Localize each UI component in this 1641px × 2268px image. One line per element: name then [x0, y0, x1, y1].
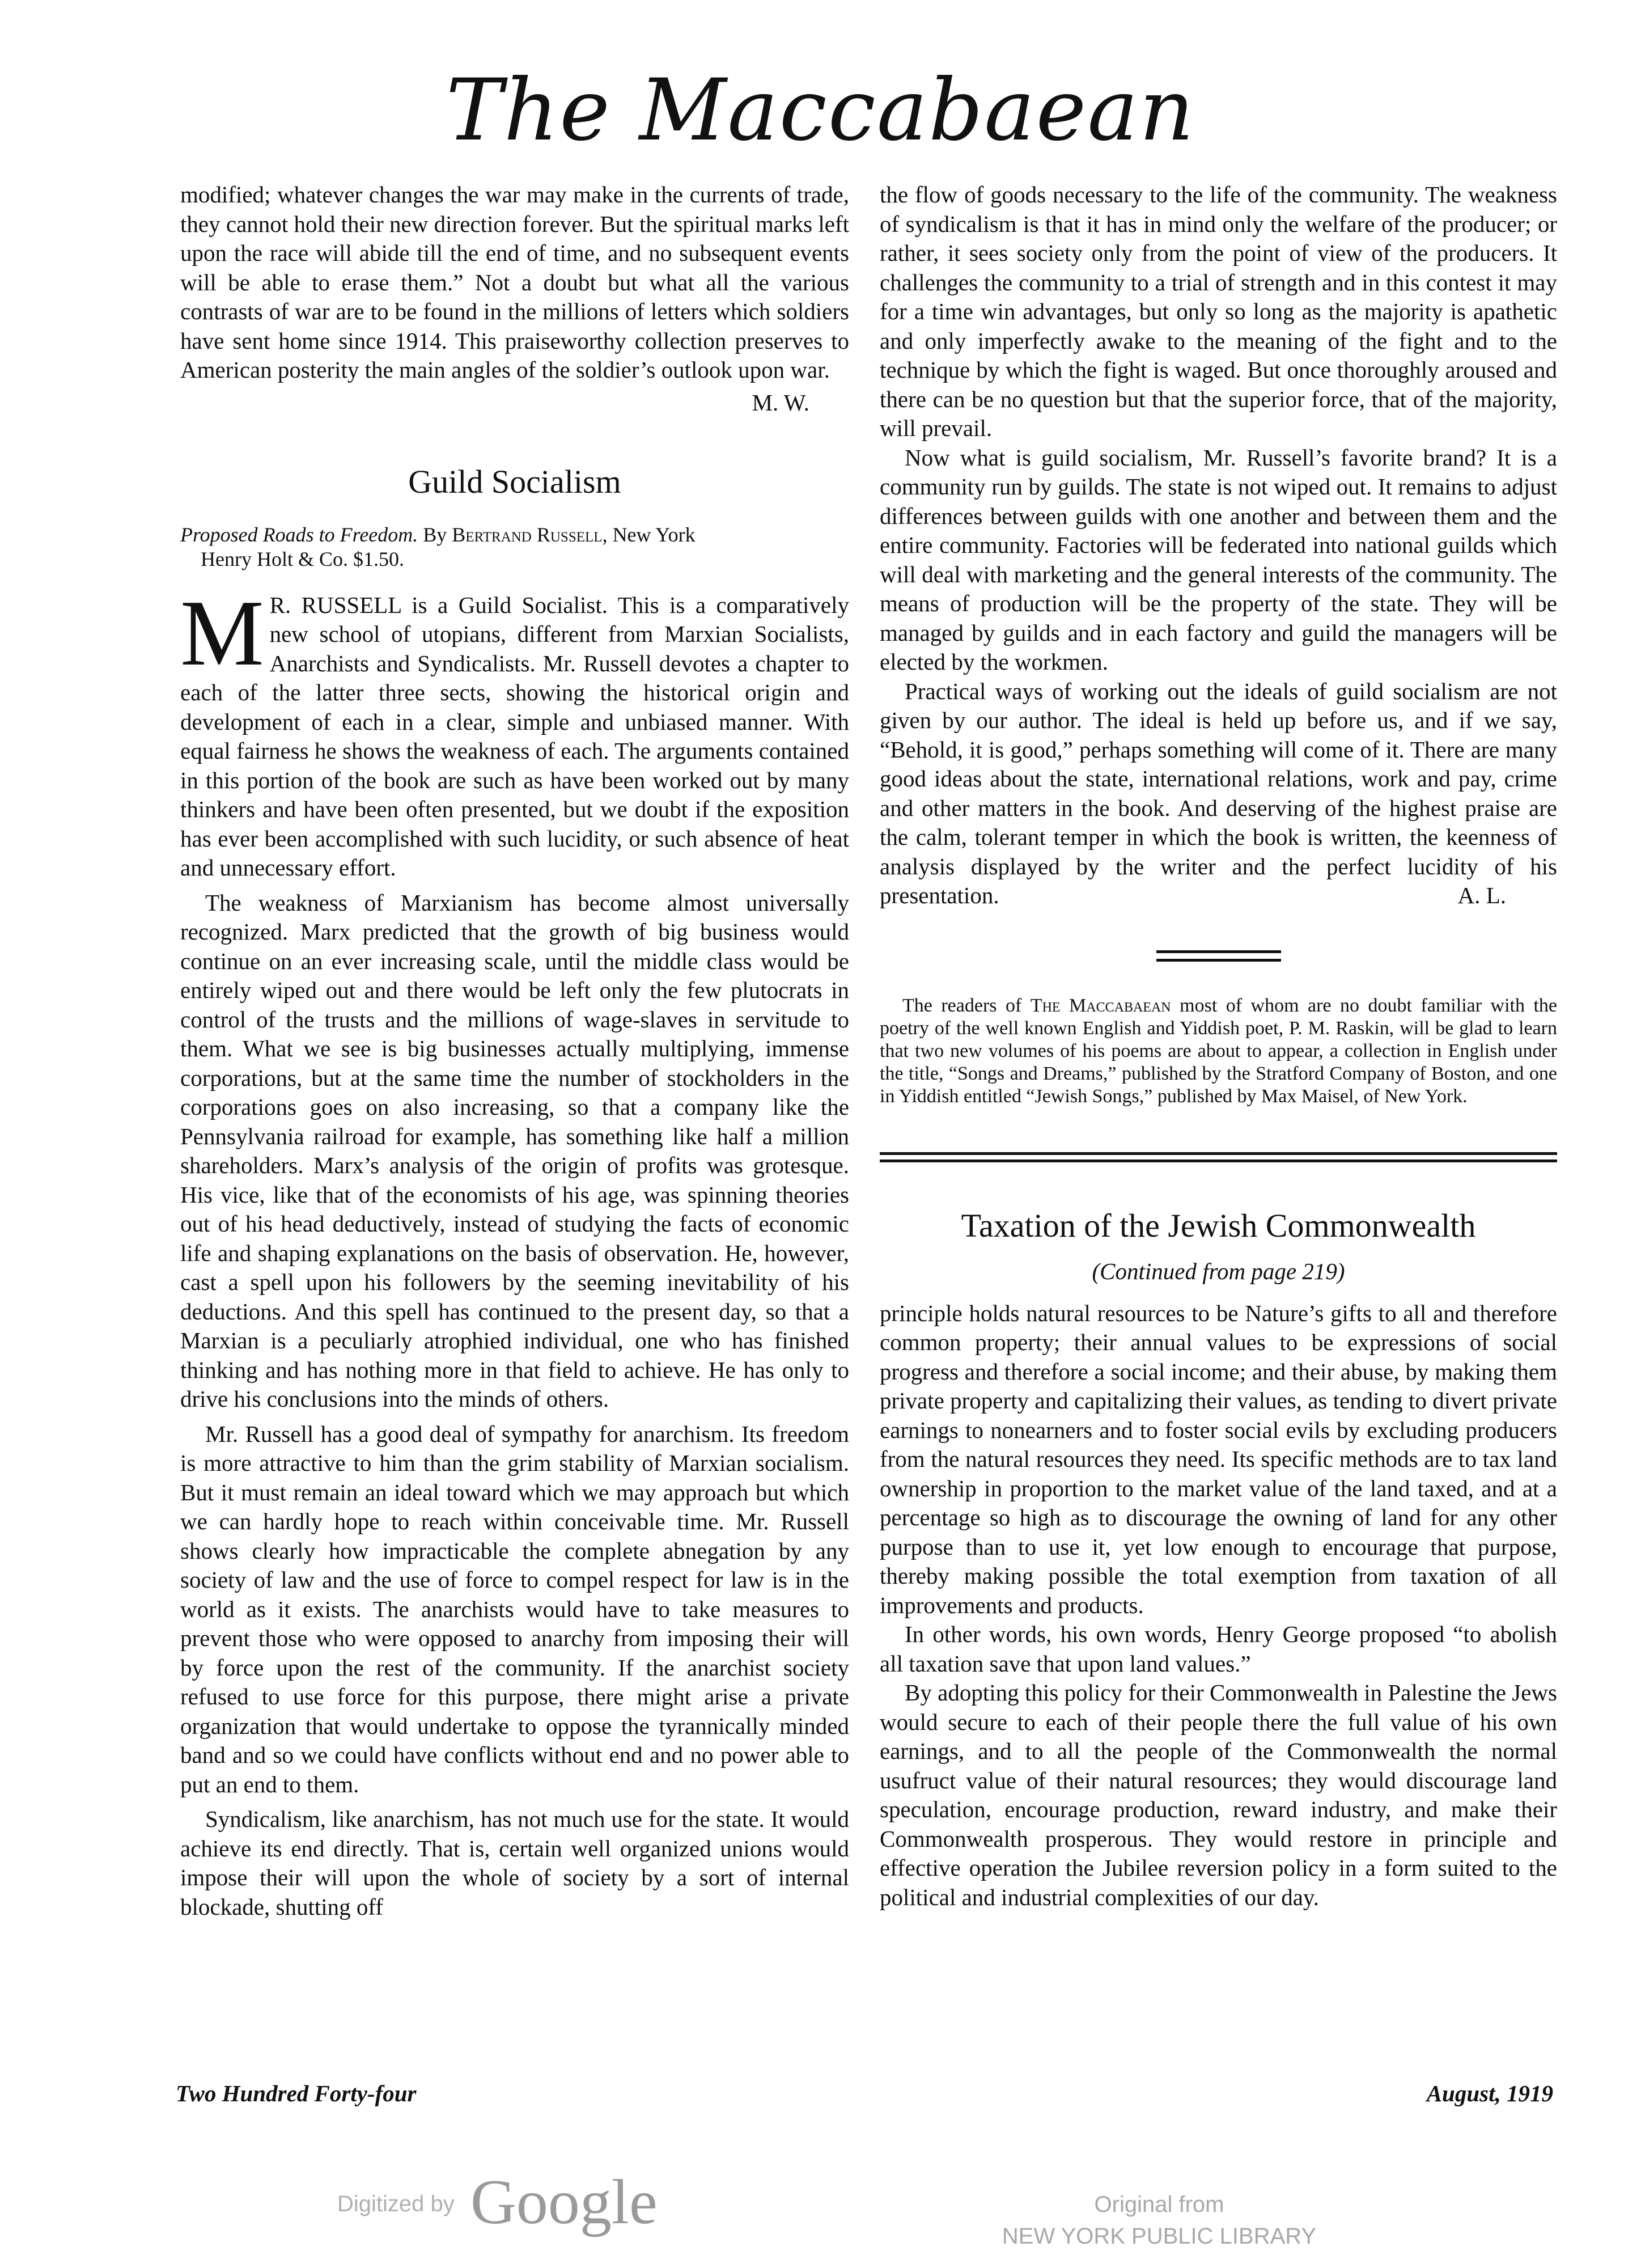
section-rule	[880, 1152, 1557, 1162]
notice-magazine-name: The Maccabaean	[1030, 995, 1171, 1016]
raskin-notice: The readers of The Maccabaean most of whom are no doubt familiar with the poetry of the well known English and Yiddish poet, P. M. Raskin, will be glad to learn that two new volumes of his poems are about to appear, a collection in English under the title, “Songs and Dreams,” published by the Stratford Company of Boston, and one in Yiddish entitled “Jewish Songs,” published by Max Maisel, of New York.	[880, 995, 1558, 1107]
taxation-para-1: principle holds natural resources to be Nature’s gifts to all and therefore common property; their annual values to be expressions of social progress and therefore a social income; and their abuse, by making them private property and capitalizing their values, as tending to divert private earnings to nonearners and to foster social evils by excluding producers from the natural resources they need. Its specific methods are to tax land ownership in proportion to the market value of the land taxed, and at a percentage so high as to discourage the owning of land for any other purpose than to use it, yet low enough to encourage that purpose, thereby making possible the total exemption from taxation of all improvements and products.	[880, 1300, 1557, 1618]
signature-al: A. L.	[1457, 882, 1506, 908]
guild-para-7: Practical ways of working out the ideals of guild socialism are not given by our author. The ideal is held up before us, and if we say, “Behold, it is good,” perhaps something will come of it. There are many good ideas about the state, international relations, work and pay, crime and other matters in the book. And deserving of the highest praise are the calm, tolerant temper in which the book is written, the keenness of analysis displayed by the writer and the perfect lucidity of his presentation. A. L.	[880, 677, 1557, 911]
drop-cap: M	[180, 580, 264, 685]
heading-taxation: Taxation of the Jewish Commonwealth	[961, 1207, 1476, 1244]
right-column	[880, 180, 1557, 1912]
guild-para-1: M R. RUSSELL is a Guild Socialist. This is a comparatively new school of utopians, different from Marxian Socialists, Anarchists and Syndicalists. Mr. Russell devotes a chapter to each of the latter three sects, showing the historical origin and development of each in a clear, simple and unbiased manner. With equal fairness he shows the weakness of each. The arguments contained in this portion of the book are such as have been worked out by many thinkers and have been often presented, but we doubt if the exposition has ever been accomplished with such lucidity, or such absence of heat and unnecessary effort.	[180, 580, 849, 881]
guild-para-6: Now what is guild socialism, Mr. Russell’s favorite brand? It is a community run by guilds. The state is not wiped out. It remains to adjust differences between guilds with one another and between them and the entire community. Factories will be federated into national guilds which will deal with marketing and the general interests of the community. The means of production will be the property of the state. They will be managed by guilds and in each factory and guild the managers will be elected by the workmen.	[880, 444, 1557, 675]
page-number: Two Hundred Forty-four	[176, 2080, 417, 2106]
book-publisher: Henry Holt & Co. $1.50.	[201, 547, 404, 570]
guild-para-2: The weakness of Marxianism has become almost universally recognized. Marx predicted that the growth of big business would continue on an ever increasing scale, until the middle class would be entirely wiped out and there would be left only the few plutocrats in control of the trusts and the millions of wage-slaves in servitude to them. What we see is big businesses actually multiplying, immense corporations, but at the same time the number of stockholders in the corporations goes on also increasing, so that a company like the Pennsylvania railroad for example, has something like half a million shareholders. Marx’s analysis of the origin of profits was grotesque. His vice, like that of the economists of his age, was spinning theories out of his head deductively, instead of studying the facts of economic life and shaping explanations on the basis of observation. He, however, cast a spell upon his followers by the seeming inevitability of his deductions. And this spell has continued to the present day, so that a Marxian is a peculiarly atrophied individual, one who has finished thinking and has nothing more in that field to achieve. He has only to drive his conclusions into the minds of others.	[180, 889, 849, 1412]
digitized-by-label: Digitized by	[337, 2191, 455, 2216]
heading-guild-socialism: Guild Socialism	[408, 463, 621, 500]
taxation-para-2: In other words, his own words, Henry George proposed “to abolish all taxation save that upon land values.”	[880, 1621, 1557, 1677]
continued-note: (Continued from page 219)	[1092, 1258, 1345, 1285]
guild-para-5: the flow of goods necessary to the life of the community. The weakness of syndicalism is that it has in mind only the welfare of the producer; or rather, it sees society only from the point of view of the producers. It challenges the community to a trial of strength and in this contest it may for a time win advantages, but only so long as the majority is apathetic and only imperfectly awake to the meaning of the fight and to the technique by which the fight is waged. But once thoroughly aroused and there can be no question but that the superior force, that of the majority, will prevail.	[880, 181, 1557, 441]
book-by: By	[423, 523, 447, 546]
book-title: Proposed Roads to Freedom.	[180, 523, 418, 546]
google-logo: Google	[470, 2167, 658, 2237]
book-author: Bertrand Russell	[452, 523, 603, 546]
left-column	[180, 180, 849, 1922]
signature-mw: M. W.	[752, 389, 809, 416]
review-mw-ending: modified; whatever changes the war may make in the currents of trade, they cannot hold their new direction forever. But the spiritual marks left upon the race will abide till the end of time, and no subsequent events will be able to erase them.” Not a doubt but what all the various contrasts of war are to be found in the millions of letters which soldiers have sent home since 1914. This praiseworthy collection preserves to American posterity the main angles of the soldier’s outlook upon war.	[180, 181, 849, 383]
guild-para-3: Mr. Russell has a good deal of sympathy for anarchism. Its freedom is more attractive to him than the grim stability of Marxian socialism. But it must remain an ideal toward which we may approach but which we can hardly hope to reach within conceivable time. Mr. Russell shows clearly how impracticable the complete abnegation by any society of law and the use of force to compel respect for law is in the world as it exists. The anarchists would have to take measures to prevent those who were opposed to anarchy from imposing their will by force upon the rest of the community. If the anarchist society refused to use force for this purpose, there might arise a private organization that would undertake to oppose the tyrannically minded band and so we could have conflicts without end and no power able to put an end to them.	[180, 1420, 849, 1797]
masthead-title: The Maccabaean	[446, 61, 1195, 160]
book-info	[180, 523, 849, 572]
original-from-label: Original from NEW YORK PUBLIC LIBRARY	[1002, 2192, 1317, 2249]
section-divider	[1156, 950, 1281, 962]
guild-para-4: Syndicalism, like anarchism, has not much use for the state. It would achieve its end directly. That is, certain well organized unions would impose their will upon the whole of society by a sort of internal blockade, shutting off	[180, 1806, 849, 1920]
issue-date: August, 1919	[1426, 2080, 1553, 2106]
book-pub-place: , New York	[602, 523, 696, 546]
taxation-para-3: By adopting this policy for their Commonwealth in Palestine the Jews would secure to each of their people there the full value of his own earnings, and to all the people of the Commonwealth the normal usufruct value of their natural resources; they would discourage land speculation, encourage production, reward industry, and make their Commonwealth prosperous. They would restore in principle and effective operation the Jubilee reversion policy in a form suited to the political and industrial complexities of our day.	[880, 1679, 1557, 1910]
